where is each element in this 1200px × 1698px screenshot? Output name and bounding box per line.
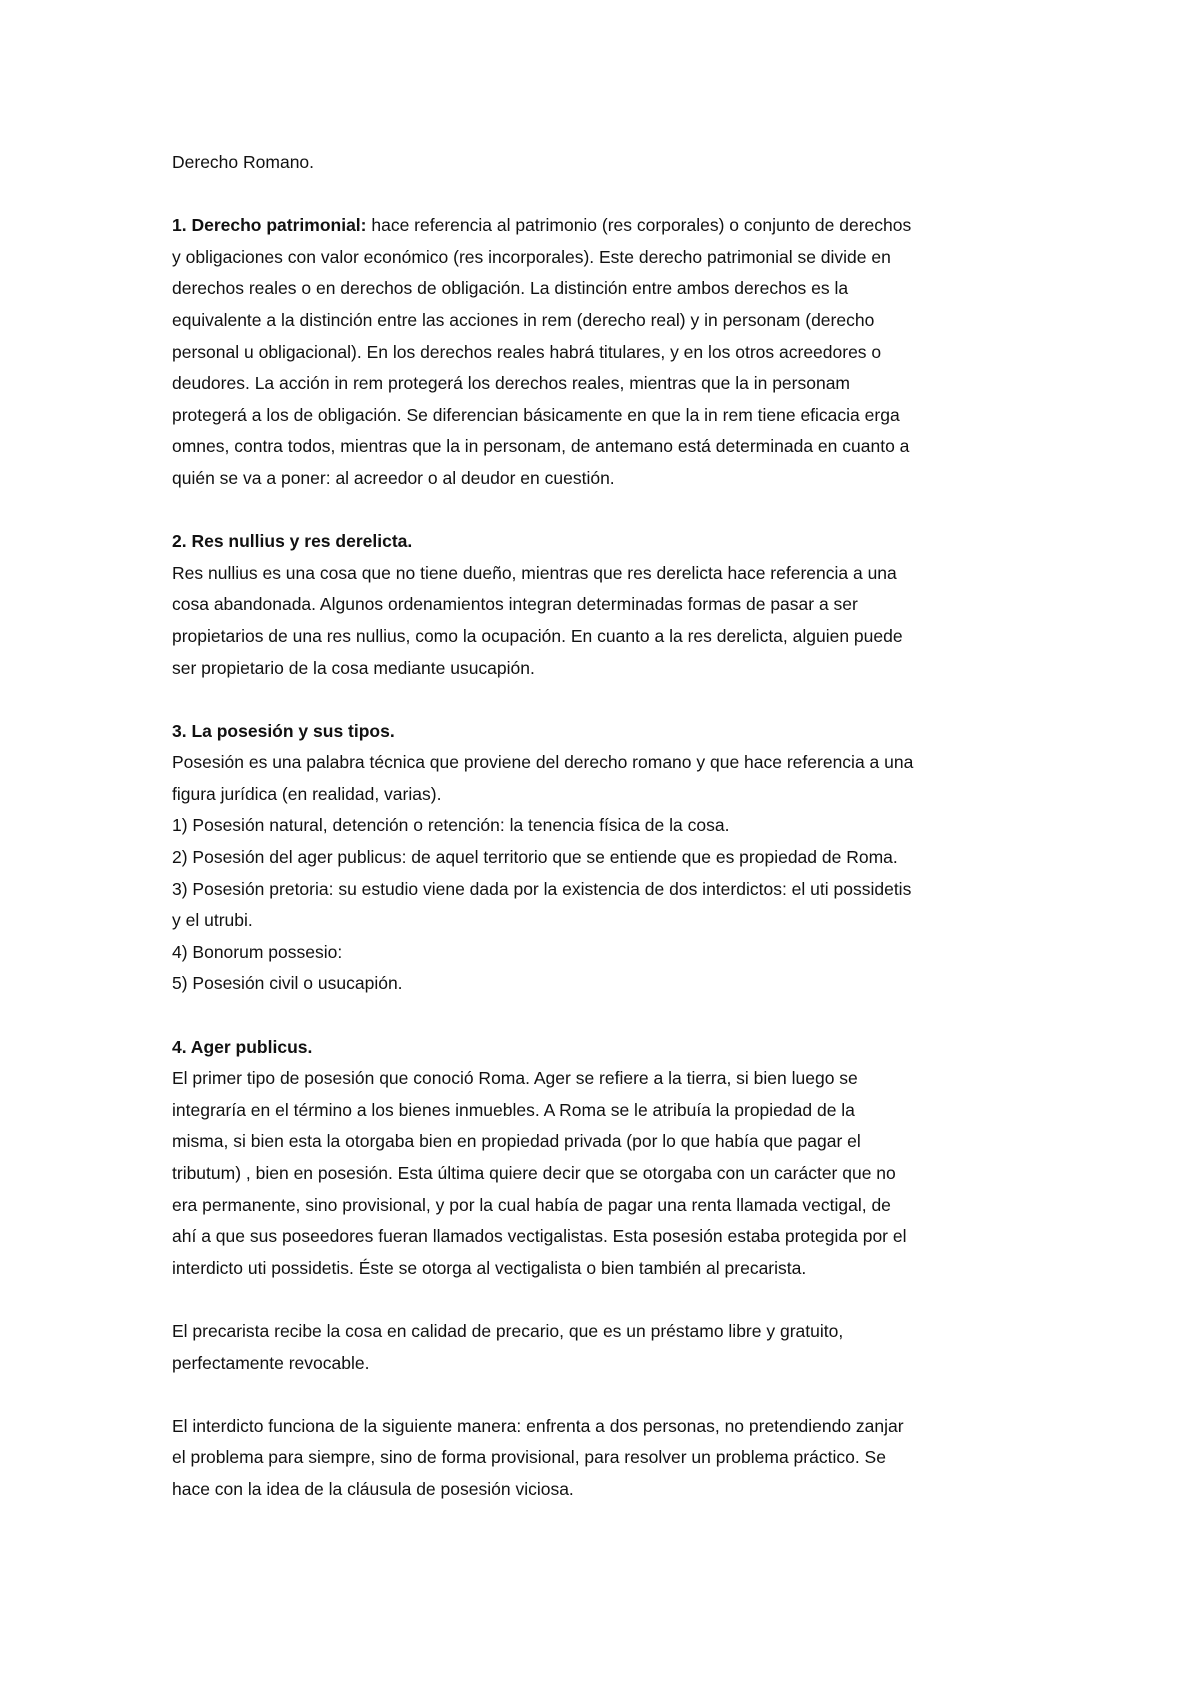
section-1-line: derechos reales o en derechos de obligación. La distinción entre ambos derechos es la bbox=[172, 278, 849, 299]
section-1-line bbox=[172, 210, 1052, 242]
section-1-line: y obligaciones con valor económico (res incorporales). Este derecho patrimonial se divide en bbox=[172, 246, 891, 267]
section-1-line: omnes, contra todos, mientras que la in personam, de antemano está determinada en cuanto a bbox=[172, 436, 910, 457]
section-4-line: interdicto uti possidetis. Éste se otorga al vectigalista o bien también al precarista. bbox=[172, 1257, 807, 1278]
section-4-line: era permanente, sino provisional, y por la cual había de pagar una renta llamada vectigal, de bbox=[172, 1194, 891, 1215]
section-2-line: cosa abandonada. Algunos ordenamientos integran determinadas formas de pasar a ser bbox=[172, 594, 858, 615]
section-1-heading: 1. Derecho patrimonial: bbox=[172, 215, 367, 236]
paragraph-interdicto-line: El interdicto funciona de la siguiente manera: enfrenta a dos personas, no pretendiendo zanjar bbox=[172, 1415, 904, 1436]
section-3-list-item: 1) Posesión natural, detención o retención: la tenencia física de la cosa. bbox=[172, 815, 730, 836]
section-1-text: hace referencia al patrimonio (res corporales) o conjunto de derechos bbox=[366, 215, 912, 236]
section-2-heading bbox=[172, 526, 1052, 558]
paragraph-interdicto-line: hace con la idea de la cláusula de posesión viciosa. bbox=[172, 1478, 574, 1499]
section-1-line: equivalente a la distinción entre las acciones in rem (derecho real) y in personam (derecho bbox=[172, 309, 875, 330]
section-3-heading-text: 3. La posesión y sus tipos. bbox=[172, 720, 395, 741]
section-4-line: ahí a que sus poseedores fueran llamados vectigalistas. Esta posesión estaba protegida por el bbox=[172, 1226, 907, 1247]
section-1-line: protegerá a los de obligación. Se diferencian básicamente en que la in rem tiene eficacia erga bbox=[172, 404, 900, 425]
section-2-line: ser propietario de la cosa mediante usucapión. bbox=[172, 657, 535, 678]
paragraph-precarista-line: perfectamente revocable. bbox=[172, 1352, 370, 1373]
section-2-line: Res nullius es una cosa que no tiene dueño, mientras que res derelicta hace referencia a una bbox=[172, 562, 897, 583]
spacer bbox=[172, 1284, 1052, 1316]
section-4-line: integraría en el término a los bienes inmuebles. A Roma se le atribuía la propiedad de la bbox=[172, 1099, 855, 1120]
section-4-line: tributum) , bien en posesión. Esta última quiere decir que se otorgaba con un carácter que no bbox=[172, 1163, 896, 1183]
section-2-line: propietarios de una res nullius, como la ocupación. En cuanto a la res derelicta, alguien puede bbox=[172, 625, 903, 646]
paragraph-interdicto-line: el problema para siempre, sino de forma provisional, para resolver un problema práctico. Se bbox=[172, 1447, 886, 1468]
section-4-heading-text: 4. Ager publicus. bbox=[172, 1036, 313, 1057]
section-3-list-item: 2) Posesión del ager publicus: de aquel territorio que se entiende que es propiedad de Roma. bbox=[172, 847, 898, 868]
document-title: Derecho Romano. bbox=[172, 152, 315, 172]
section-4-line: El primer tipo de posesión que conoció Roma. Ager se refiere a la tierra, si bien luego se bbox=[172, 1068, 858, 1089]
section-3-line: Posesión es una palabra técnica que proviene del derecho romano y que hace referencia a una bbox=[172, 752, 914, 773]
spacer bbox=[172, 495, 1052, 527]
spacer bbox=[172, 179, 1052, 211]
spacer bbox=[172, 1379, 1052, 1411]
section-3-list-item: 4) Bonorum possesio: bbox=[172, 941, 343, 962]
paragraph-precarista-line: El precarista recibe la cosa en calidad de precario, que es un préstamo libre y gratuito, bbox=[172, 1320, 844, 1341]
section-1-line: deudores. La acción in rem protegerá los derechos reales, mientras que la in personam bbox=[172, 373, 851, 394]
section-3-line: figura jurídica (en realidad, varias). bbox=[172, 783, 442, 804]
section-2-heading-text: 2. Res nullius y res derelicta. bbox=[172, 531, 413, 552]
section-4-heading bbox=[172, 1032, 1052, 1064]
document-page bbox=[172, 147, 1052, 1506]
section-3-heading bbox=[172, 716, 1052, 748]
spacer bbox=[172, 684, 1052, 716]
section-3-list-item: 5) Posesión civil o usucapión. bbox=[172, 973, 403, 994]
spacer bbox=[172, 1000, 1052, 1032]
section-3-list-item: 3) Posesión pretoria: su estudio viene dada por la existencia de dos interdictos: el uti possidetis bbox=[172, 878, 912, 899]
section-1-line: quién se va a poner: al acreedor o al deudor en cuestión. bbox=[172, 467, 615, 488]
section-3-list-item: y el utrubi. bbox=[172, 910, 253, 931]
section-4-line: misma, si bien esta la otorgaba bien en propiedad privada (por lo que había que pagar el bbox=[172, 1131, 861, 1152]
section-1-line: personal u obligacional). En los derechos reales habrá titulares, y en los otros acreedores o bbox=[172, 341, 882, 362]
